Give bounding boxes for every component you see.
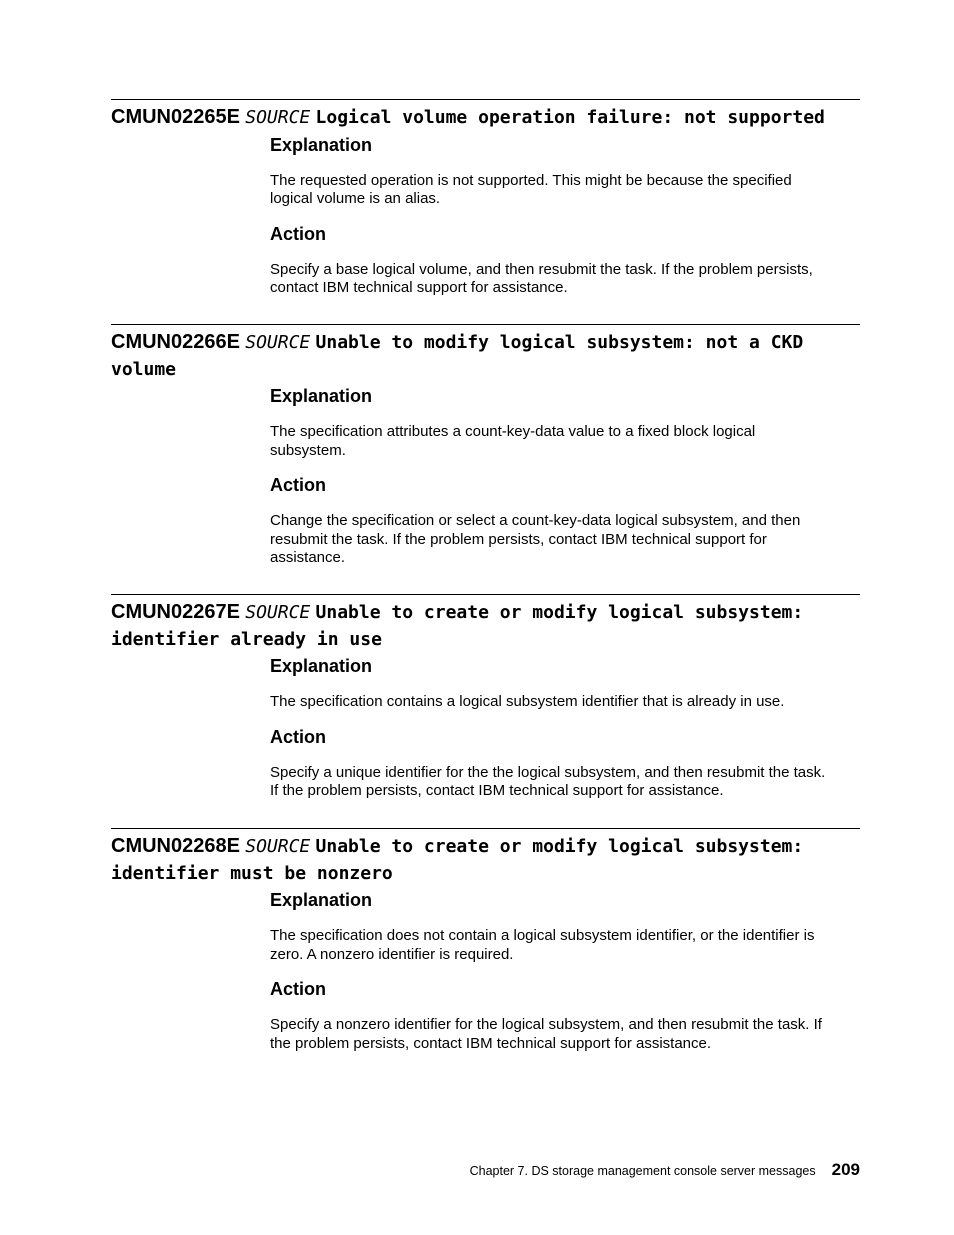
message-title [111, 829, 860, 887]
message-text: Unable to modify logical subsystem: not a CKD volume [111, 332, 804, 380]
action-text: Change the specification or select a count-key-data logical subsystem, and then resubmit the task. If the problem persists, contact IBM technical support for assistance. [270, 512, 801, 567]
message-id: CMUN02266E [111, 331, 240, 353]
page-number: 209 [831, 1160, 860, 1179]
explanation-text: The specification contains a logical subsystem identifier that is already in use. [270, 693, 785, 710]
action-text: Specify a nonzero identifier for the logical subsystem, and then resubmit the task. If the problem persists, contact IBM technical support for assistance. [270, 1016, 822, 1052]
message-entry [111, 594, 860, 801]
action-heading: Action [270, 223, 326, 244]
message-source: SOURCE [245, 107, 311, 128]
message-body [270, 889, 860, 1053]
explanation-heading: Explanation [270, 134, 373, 155]
message-body [270, 134, 860, 298]
action-heading: Action [270, 726, 326, 747]
footer-chapter-title: Chapter 7. DS storage management console server messages [469, 1164, 816, 1178]
message-title [111, 595, 860, 653]
message-title [111, 100, 860, 132]
message-entry [111, 828, 860, 1053]
message-source: SOURCE [245, 332, 311, 353]
page-footer [0, 1160, 860, 1180]
message-id: CMUN02265E [111, 106, 240, 128]
message-entry [111, 99, 860, 298]
message-body [270, 385, 860, 568]
explanation-heading: Explanation [270, 656, 373, 676]
message-id: CMUN02268E [111, 835, 240, 857]
message-text: Logical volume operation failure: not supported [315, 107, 825, 128]
message-id: CMUN02267E [111, 601, 240, 623]
message-entry [111, 324, 860, 568]
message-text: Unable to create or modify logical subsystem: identifier already in use [111, 602, 804, 650]
explanation-text: The requested operation is not supported. This might be because the specified logical volume is an alias. [270, 171, 792, 208]
action-heading: Action [270, 979, 326, 1000]
message-source: SOURCE [245, 602, 311, 623]
message-title [111, 325, 860, 383]
explanation-heading: Explanation [270, 386, 373, 406]
message-source: SOURCE [245, 836, 311, 857]
message-body [270, 655, 860, 801]
action-text: Specify a unique identifier for the the logical subsystem, and then resubmit the task. If the problem persists, contact IBM technical support for assistance. [270, 763, 826, 800]
action-text: Specify a base logical volume, and then resubmit the task. If the problem persists, contact IBM technical support for assistance. [270, 260, 813, 297]
explanation-text: The specification does not contain a logical subsystem identifier, or the identifier is zero. A nonzero identifier is required. [270, 927, 815, 963]
message-text: Unable to create or modify logical subsystem: identifier must be nonzero [111, 836, 804, 884]
action-heading: Action [270, 475, 326, 496]
explanation-heading: Explanation [270, 890, 373, 910]
explanation-text: The specification attributes a count-key-data value to a fixed block logical subsystem. [270, 423, 756, 459]
